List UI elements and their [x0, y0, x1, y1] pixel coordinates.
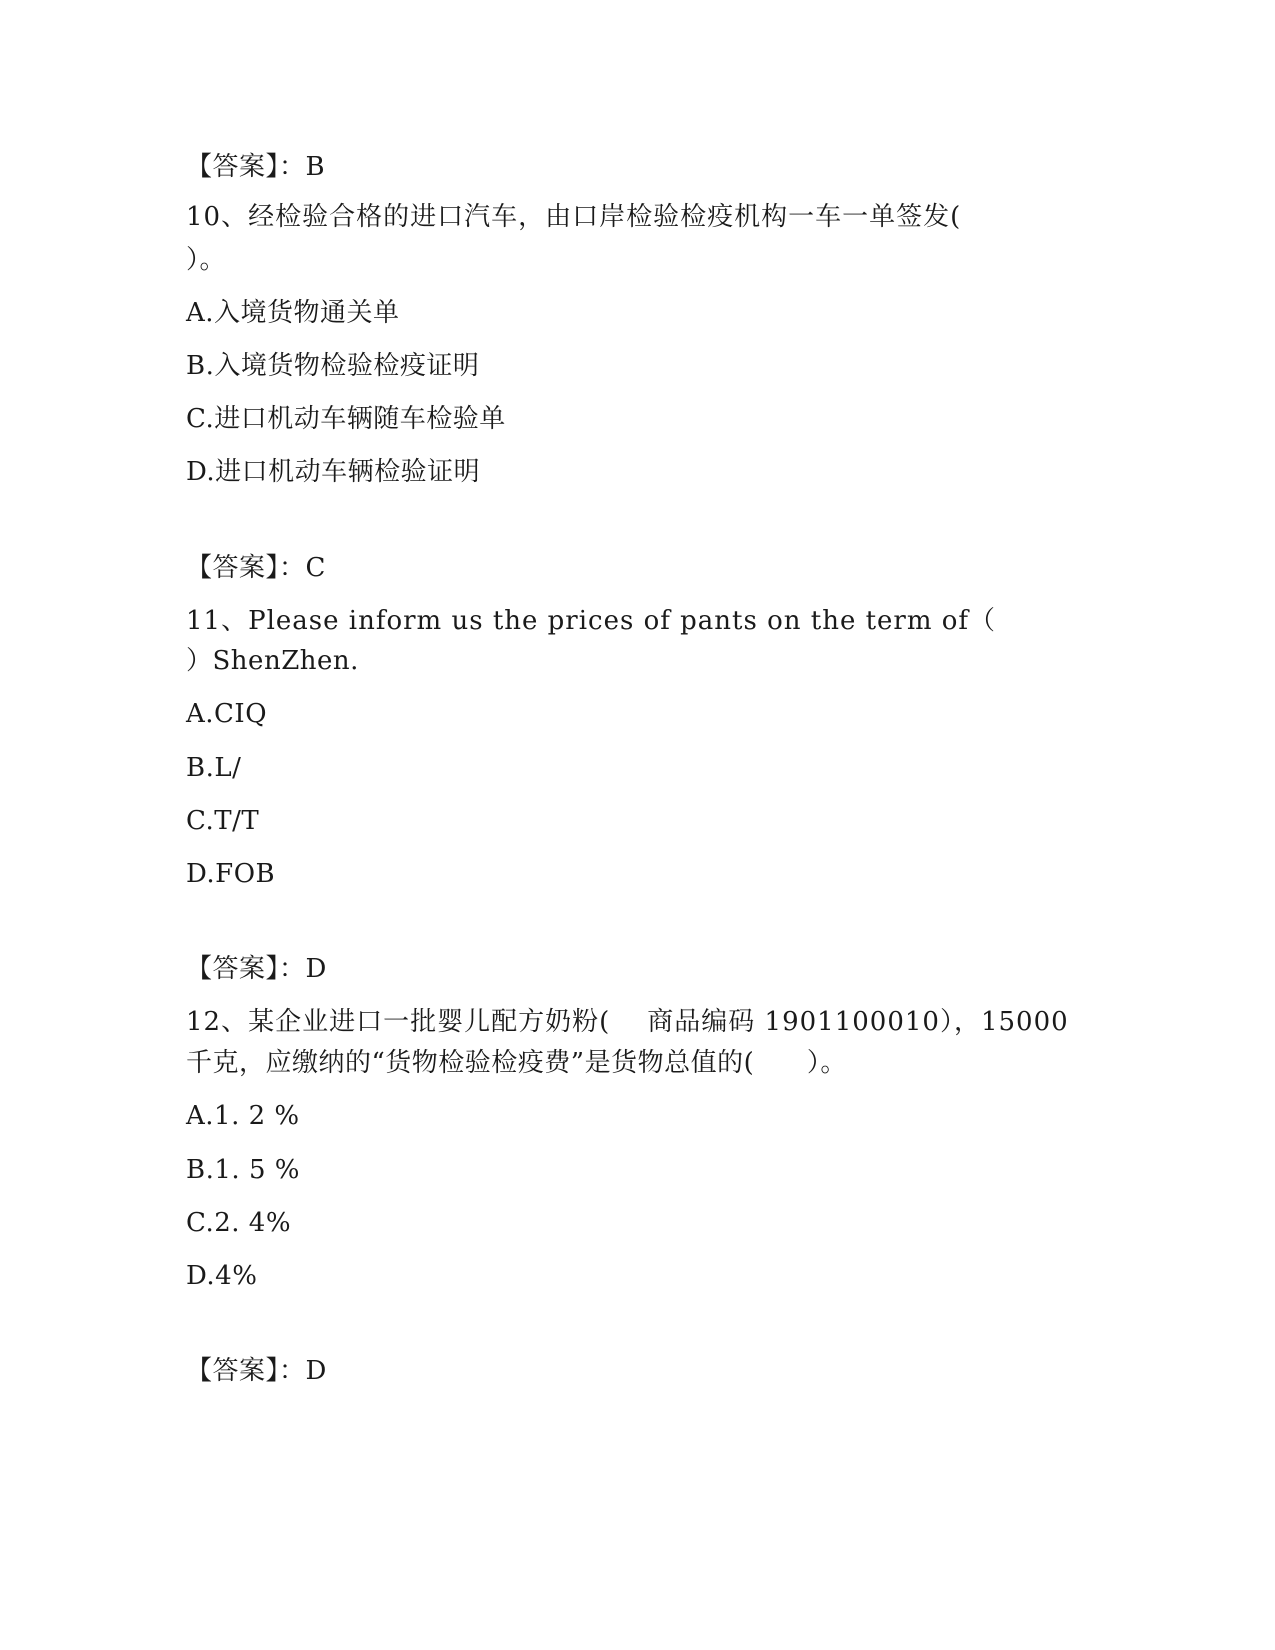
q12-option-c: C.2. 4% — [186, 1208, 292, 1238]
q12-option-a: A.1. 2 % — [186, 1101, 300, 1131]
answer-prev: 【答案】：B — [186, 152, 326, 182]
question-12-line-2: 千克，应缴纳的“货物检验检疫费”是货物总值的( ）。 — [186, 1048, 847, 1078]
q10-option-b: B.入境货物检验检疫证明 — [186, 351, 480, 381]
q10-option-a: A.入境货物通关单 — [186, 298, 400, 328]
q11-option-a: A.CIQ — [186, 699, 268, 729]
q10-option-d: D.进口机动车辆检验证明 — [186, 457, 481, 487]
question-11-line-2: ）ShenZhen. — [186, 646, 359, 676]
q11-option-b: B.L/ — [186, 753, 242, 783]
q10-option-c: C.进口机动车辆随车检验单 — [186, 404, 506, 434]
question-10-line-1: 10、经检验合格的进口汽车，由口岸检验检疫机构一车一单签发( — [186, 202, 962, 232]
question-12-line-1: 12、某企业进口一批婴儿配方奶粉( 商品编码 1901100010），15000 — [186, 1007, 1069, 1037]
q12-option-d: D.4% — [186, 1261, 258, 1291]
q12-answer: 【答案】：D — [186, 1356, 327, 1386]
q11-answer: 【答案】：D — [186, 954, 327, 984]
q11-option-d: D.FOB — [186, 859, 276, 889]
question-11-line-1: 11、Please inform us the prices of pants on the term of（ — [186, 606, 997, 636]
question-10-line-2: ）。 — [186, 245, 227, 275]
q12-option-b: B.1. 5 % — [186, 1155, 300, 1185]
q10-answer: 【答案】：C — [186, 553, 326, 583]
q11-option-c: C.T/T — [186, 806, 260, 836]
